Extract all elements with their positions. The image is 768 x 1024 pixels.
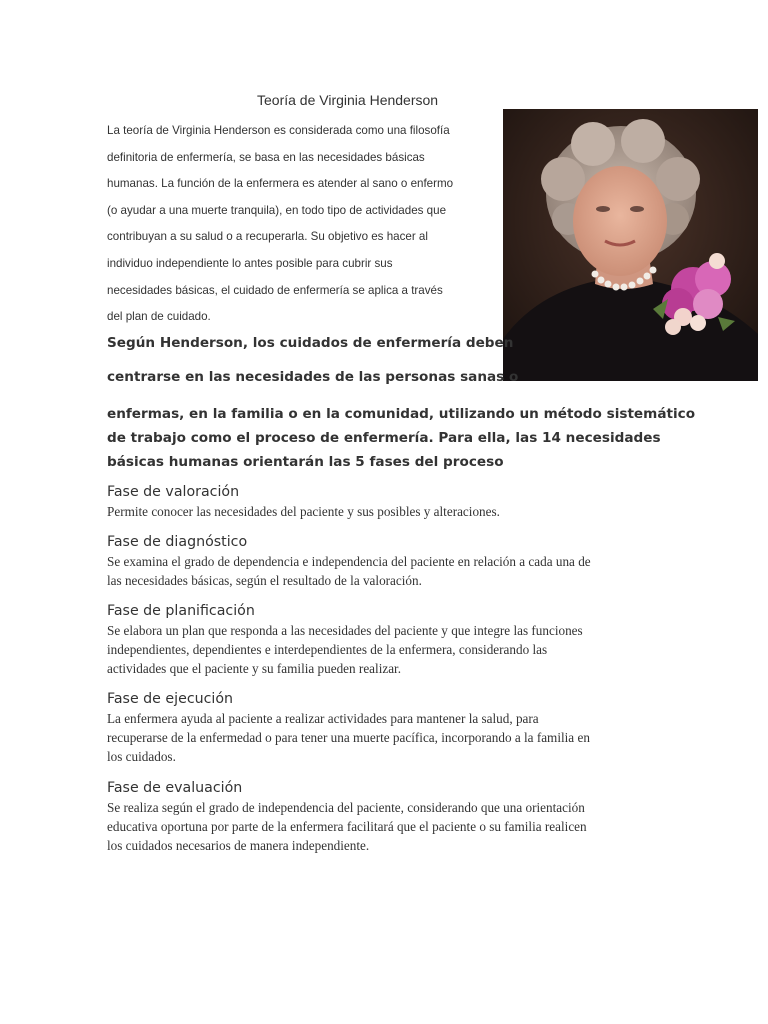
intro-paragraph: [107, 118, 492, 331]
phase-line: las necesidades básicas, según el resultado de la valoración.: [107, 573, 422, 589]
phase-line: Se elabora un plan que responda a las necesidades del paciente y que integre las funciones: [107, 623, 583, 638]
phase-description: [107, 798, 667, 856]
phase-line: Se realiza según el grado de independencia del paciente, considerando que una orientación: [107, 800, 585, 815]
intro-line: del plan de cuidado.: [107, 310, 211, 324]
intro-line: (o ayudar a una muerte tranquila), en todo tipo de actividades que: [107, 203, 447, 217]
phase-line: independientes, dependientes e interdependientes de la enfermera, considerando las: [107, 642, 548, 658]
phase-line: los cuidados necesarios de manera independiente.: [107, 838, 370, 854]
phase-planificacion: [107, 601, 667, 679]
document-title: Teoría de Virginia Henderson: [257, 92, 439, 108]
phase-line: Permite conocer las necesidades del paciente y sus posibles y alteraciones.: [107, 504, 500, 519]
phase-heading: Fase de diagnóstico: [107, 534, 248, 550]
phase-evaluacion: [107, 778, 667, 856]
phase-line: educativa oportuna por parte de la enfermera facilitará que el paciente o su familia realicen: [107, 819, 587, 835]
henderson-statement-line: centrarse en las necesidades de las personas sanas o: [107, 369, 519, 385]
phase-heading: Fase de ejecución: [107, 691, 234, 707]
phase-line: La enfermera ayuda al paciente a realizar actividades para mantener la salud, para: [107, 711, 539, 726]
phase-line: los cuidados.: [107, 749, 176, 765]
phase-description: [107, 552, 667, 590]
phase-line: recuperarse de la enfermedad o para tener una muerte pacífica, incorporando a la familia en: [107, 730, 590, 746]
intro-line: La teoría de Virginia Henderson es considerada como una filosofía: [107, 124, 450, 137]
intro-line: contribuyan a su salud o a recuperarla. Su objetivo es hacer al: [107, 230, 428, 244]
intro-line: definitoria de enfermería, se basa en las necesidades básicas: [107, 150, 425, 164]
portrait-photo: [503, 109, 758, 381]
intro-line: humanas. La función de la enfermera es atender al sano o enfermo: [107, 177, 454, 191]
henderson-statement-line: de trabajo como el proceso de enfermería. Para ella, las 14 necesidades: [107, 430, 661, 446]
henderson-statement-block: [107, 402, 707, 474]
phase-line: actividades que el paciente y su familia pueden realizar.: [107, 661, 402, 677]
phase-description: [107, 621, 667, 679]
phase-ejecucion: [107, 689, 667, 767]
phase-description: [107, 709, 667, 767]
phase-line: Se examina el grado de dependencia e independencia del paciente en relación a cada una de: [107, 554, 591, 569]
phase-description: [107, 502, 667, 521]
phase-heading: Fase de evaluación: [107, 780, 243, 796]
henderson-statement-line: enfermas, en la familia o en la comunidad, utilizando un método sistemático: [107, 406, 696, 422]
phase-heading: Fase de planificación: [107, 603, 255, 619]
phase-heading: Fase de valoración: [107, 484, 240, 500]
henderson-statement-line: Según Henderson, los cuidados de enfermería deben: [107, 335, 514, 351]
intro-line: necesidades básicas, el cuidado de enfermería se aplica a través: [107, 283, 443, 297]
phase-valoracion: [107, 482, 667, 521]
henderson-statement-line: básicas humanas orientarán las 5 fases del proceso: [107, 454, 504, 470]
intro-line: individuo independiente lo antes posible para cubrir sus: [107, 256, 393, 270]
phase-diagnostico: [107, 532, 667, 590]
